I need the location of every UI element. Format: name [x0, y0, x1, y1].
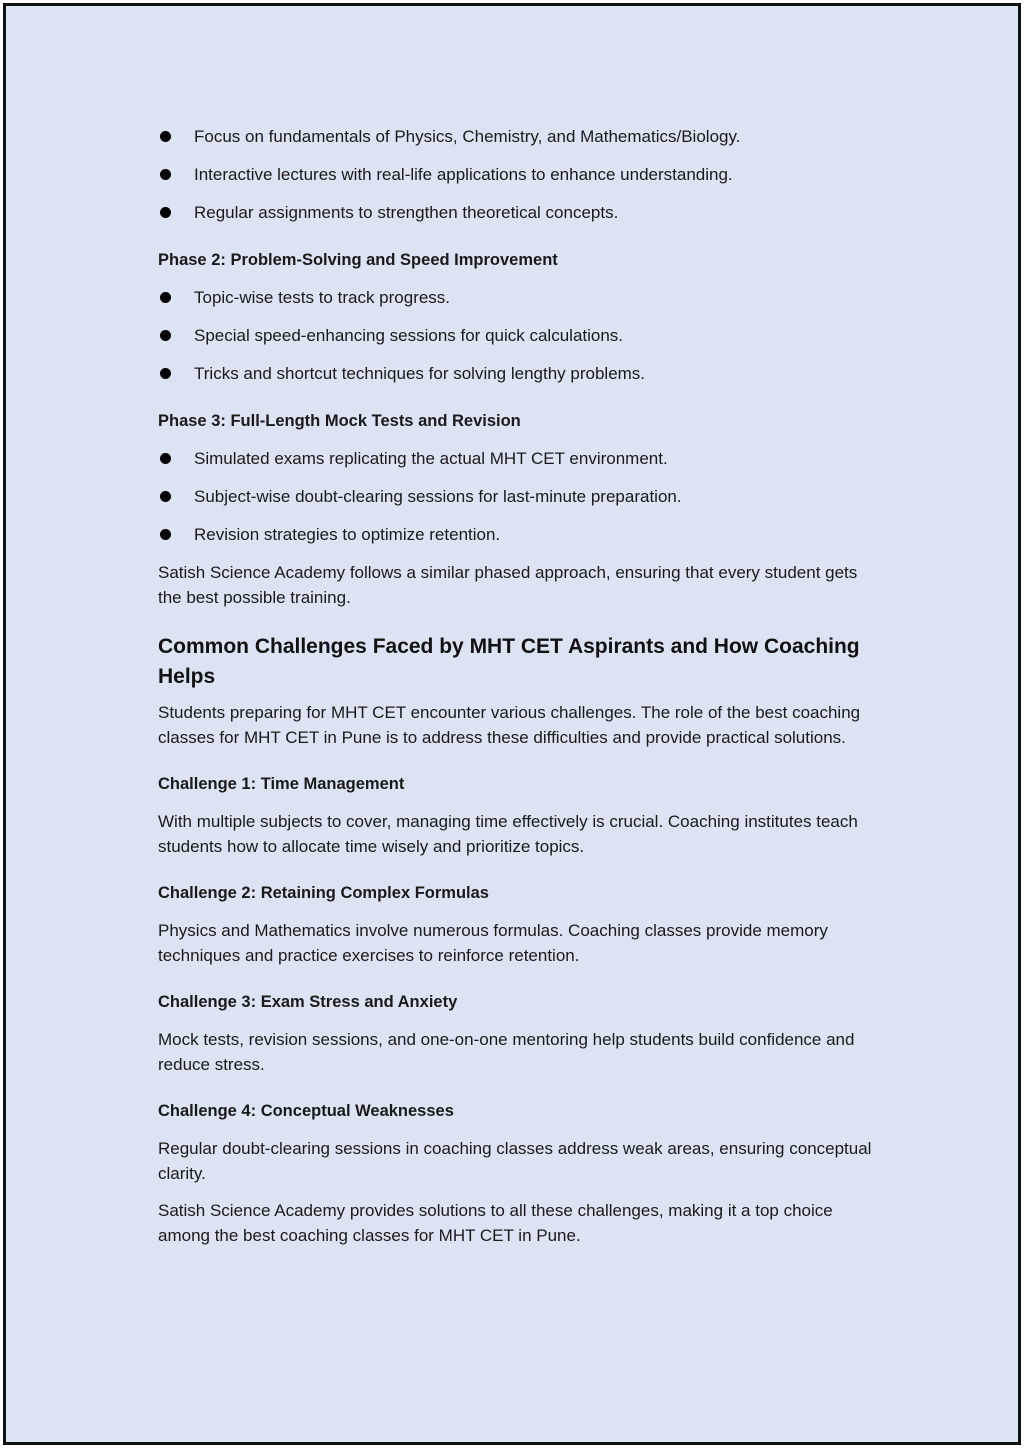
challenge-heading: Challenge 4: Conceptual Weaknesses [158, 1102, 454, 1120]
bullet-icon [160, 491, 171, 502]
phase2-heading: Phase 2: Problem-Solving and Speed Improvement [158, 251, 558, 269]
challenge-text: Regular doubt-clearing sessions in coaching classes address weak areas, ensuring conceptual clarity. [158, 1139, 872, 1183]
phase3-heading: Phase 3: Full-Length Mock Tests and Revision [158, 412, 521, 430]
list-item [158, 124, 878, 149]
list-item-text: Interactive lectures with real-life applications to enhance understanding. [194, 165, 733, 184]
list-item [158, 323, 878, 348]
section-intro: Students preparing for MHT CET encounter various challenges. The role of the best coaching classes for MHT CET in Pune is to address these difficulties and provide practical solutions. [158, 703, 861, 747]
challenge-heading: Challenge 3: Exam Stress and Anxiety [158, 993, 458, 1011]
list-item [158, 162, 878, 187]
phase3-list [158, 446, 878, 547]
list-item [158, 285, 878, 310]
bullet-icon [160, 453, 171, 464]
list-item [158, 200, 878, 225]
bullet-icon [160, 207, 171, 218]
list-item-text: Focus on fundamentals of Physics, Chemistry, and Mathematics/Biology. [194, 127, 741, 146]
bullet-icon [160, 131, 171, 142]
document-page [3, 3, 1021, 1445]
list-item-text: Subject-wise doubt-clearing sessions for last-minute preparation. [194, 487, 682, 506]
challenge-heading: Challenge 2: Retaining Complex Formulas [158, 884, 489, 902]
list-item-text: Tricks and shortcut techniques for solving lengthy problems. [194, 364, 646, 383]
challenge-text: Physics and Mathematics involve numerous formulas. Coaching classes provide memory techniques and practice exercises to reinforce retention. [158, 921, 828, 965]
bullet-icon [160, 368, 171, 379]
bullet-icon [160, 330, 171, 341]
challenge-text: Mock tests, revision sessions, and one-on-one mentoring help students build confidence and reduce stress. [158, 1030, 855, 1074]
list-item-text: Topic-wise tests to track progress. [194, 288, 451, 307]
list-item [158, 484, 878, 509]
phase-summary: Satish Science Academy follows a similar phased approach, ensuring that every student gets the best possible training. [158, 563, 858, 607]
closing-paragraph: Satish Science Academy provides solutions to all these challenges, making it a top choice among the best coaching classes for MHT CET in Pune. [158, 1201, 833, 1245]
document-content [158, 124, 878, 1260]
challenge-text: With multiple subjects to cover, managing time effectively is crucial. Coaching institutes teach students how to allocate time wisely and prioritize topics. [158, 812, 858, 856]
list-item-text: Simulated exams replicating the actual MHT CET environment. [194, 449, 668, 468]
bullet-icon [160, 292, 171, 303]
list-item-text: Special speed-enhancing sessions for quick calculations. [194, 326, 624, 345]
bullet-icon [160, 529, 171, 540]
list-item [158, 361, 878, 386]
challenge-heading: Challenge 1: Time Management [158, 775, 405, 793]
list-item-text: Regular assignments to strengthen theoretical concepts. [194, 203, 619, 222]
list-item [158, 446, 878, 471]
phase2-list [158, 285, 878, 386]
list-item-text: Revision strategies to optimize retention. [194, 525, 501, 544]
phase1-list [158, 124, 878, 225]
list-item [158, 522, 878, 547]
section-title: Common Challenges Faced by MHT CET Aspirants and How Coaching Helps [158, 635, 860, 688]
bullet-icon [160, 169, 171, 180]
